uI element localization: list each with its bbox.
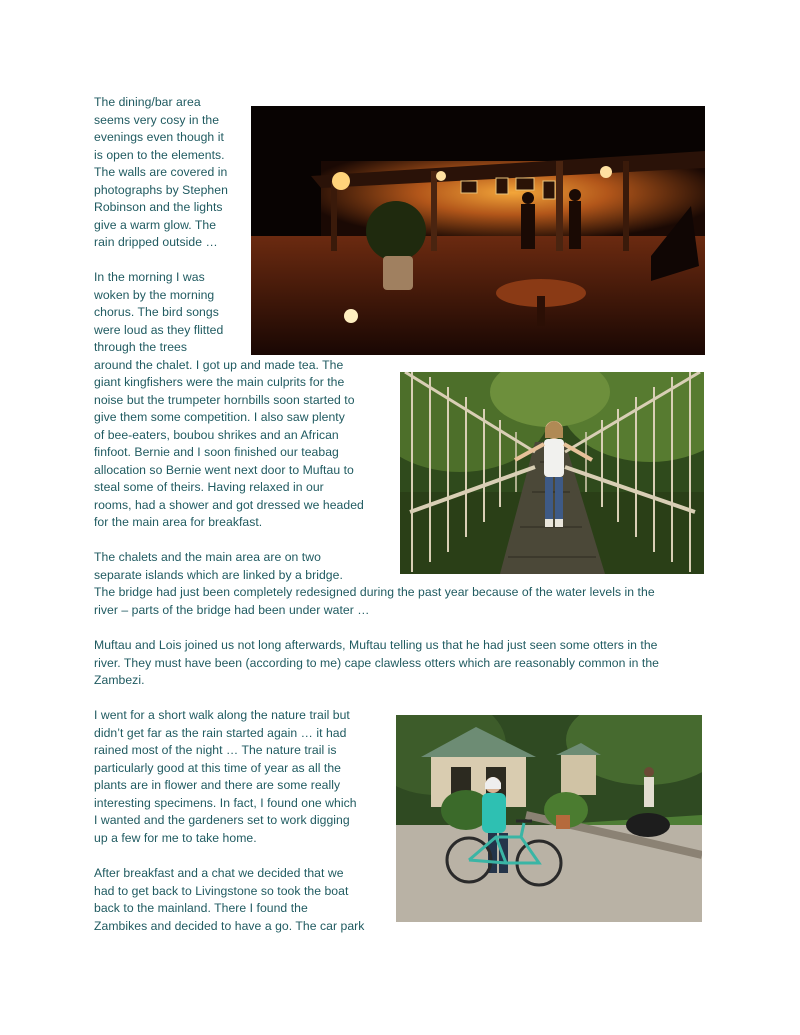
text-line: around the chalet. I got up and made tea. The — [94, 358, 344, 372]
text-line: I went for a short walk along the nature trail but — [94, 708, 350, 722]
text-line: chorus. The bird songs — [94, 305, 219, 319]
text-line: giant kingfishers were the main culprits for the — [94, 375, 345, 389]
text-line: back to the mainland. There I found the — [94, 901, 308, 915]
text-line: seems very cosy in the — [94, 113, 220, 127]
text-line: river. They must have been (according to me) cape clawless otters which are reasonably common in the — [94, 656, 659, 670]
text-line: river – parts of the bridge had been under water … — [94, 603, 370, 617]
text-line: The dining/bar area — [94, 95, 201, 109]
text-line: separate islands which are linked by a bridge. — [94, 568, 343, 582]
text-line: Muftau and Lois joined us not long afterwards, Muftau telling us that he had just seen some otters in the — [94, 638, 658, 652]
text-line: finfoot. Bernie and I soon finished our teabag — [94, 445, 339, 459]
text-line: In the morning I was — [94, 270, 205, 284]
text-line: up a few for me to take home. — [94, 831, 257, 845]
text-line: noise but the trumpeter hornbills soon started to — [94, 393, 355, 407]
text-line: woken by the morning — [94, 288, 215, 302]
text-line: rain dripped outside … — [94, 235, 218, 249]
text-line: steal some of theirs. Having relaxed in our — [94, 480, 324, 494]
text-line: I wanted and the gardeners set to work digging — [94, 813, 350, 827]
text-line: plants are in flower and there are some really — [94, 778, 341, 792]
text-line: After breakfast and a chat we decided that we — [94, 866, 344, 880]
text-line: Zambezi. — [94, 673, 145, 687]
text-line: particularly good at this time of year as all the — [94, 761, 341, 775]
text-line: evenings even though it — [94, 130, 224, 144]
text-line: rooms, had a shower and got dressed we headed — [94, 498, 364, 512]
text-line: is open to the elements. — [94, 148, 225, 162]
text-line: The walls are covered in — [94, 165, 228, 179]
text-line: give them some competition. I also saw plenty — [94, 410, 345, 424]
zambike-photo — [396, 715, 702, 922]
dining-bar-photo — [251, 106, 705, 355]
text-line: of bee-eaters, boubou shrikes and an African — [94, 428, 339, 442]
suspension-bridge-photo — [400, 372, 704, 574]
text-line: were loud as they flitted — [94, 323, 224, 337]
text-line: give a warm glow. The — [94, 218, 217, 232]
text-line: through the trees — [94, 340, 187, 354]
text-line: rained most of the night … The nature trail is — [94, 743, 337, 757]
text-line: interesting specimens. In fact, I found one which — [94, 796, 357, 810]
text-line: The chalets and the main area are on two — [94, 550, 321, 564]
text-line: didn’t get far as the rain started again … it had — [94, 726, 347, 740]
text-line: had to get back to Livingstone so took the boat — [94, 884, 349, 898]
text-line: photographs by Stephen — [94, 183, 228, 197]
text-line: Robinson and the lights — [94, 200, 223, 214]
text-line: Zambikes and decided to have a go. The car park — [94, 919, 365, 933]
text-line: for the main area for breakfast. — [94, 515, 263, 529]
text-line: The bridge had just been completely redesigned during the past year because of the water levels in the — [94, 585, 655, 599]
text-line: allocation so Bernie went next door to Muftau to — [94, 463, 354, 477]
